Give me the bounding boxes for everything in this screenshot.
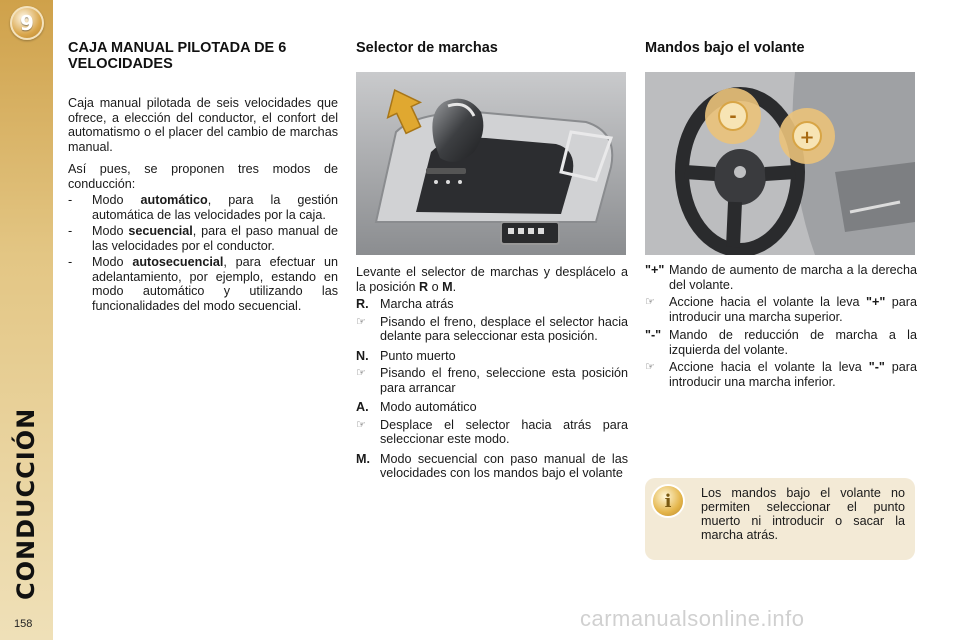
gearbox-heading: CAJA MANUAL PILOTADA DE 6 VELOCIDADES	[68, 40, 287, 72]
position-r: R. Marcha atrás	[356, 297, 454, 311]
plus-paddle-label: +	[799, 127, 815, 148]
info-icon: i	[653, 486, 683, 516]
lift-instruction: Levante el selector de marchas y desplácelo a la posición R o M.	[356, 265, 628, 294]
minus-paddle-desc: "-" Mando de reducción de marcha a la izquierda del volante.	[645, 328, 917, 357]
watermark: carmanualsonline.info	[580, 606, 805, 631]
position-n: N. Punto muerto	[356, 348, 456, 363]
paddles-column	[645, 40, 917, 389]
minus-paddle-action: ☞ Accione hacia el volante la leva "-" para introducir una marcha inferior.	[645, 360, 917, 389]
minus-paddle-label: -	[729, 106, 737, 127]
note-text: Los mandos bajo el volante no permiten seleccionar el punto muerto ni introducir o sacar la marcha atrás.	[701, 486, 905, 542]
paddles-heading: Mandos bajo el volante	[645, 40, 805, 56]
gear-selector-illustration	[356, 72, 626, 255]
pointing-hand-icon: ☞	[356, 417, 366, 431]
gearbox-intro: Caja manual pilotada de seis velocidades que ofrece, a elección del conductor, el confort del automatismo o el placer del cambio de marchas manual.	[68, 96, 338, 154]
steering-wheel-illustration	[645, 72, 915, 255]
mode-item-sequential: - Modo secuencial, para el paso manual de las velocidades por el conductor.	[68, 224, 338, 253]
chapter-sidebar	[0, 0, 53, 640]
chapter-number-badge	[10, 6, 44, 40]
position-r-action: ☞ Pisando el freno, desplace el selector hacia delante para seleccionar esta posición.	[356, 314, 628, 343]
position-a-action: ☞ Desplace el selector hacia atrás para seleccionar este modo.	[356, 417, 628, 446]
chapter-title: CONDUCCIÓN	[12, 407, 40, 600]
intro-column	[68, 40, 338, 313]
chapter-number: 9	[20, 11, 34, 35]
selector-heading: Selector de marchas	[356, 40, 498, 56]
list-dash: -	[68, 255, 73, 269]
modes-intro: Así pues, se proponen tres modos de conducción:	[68, 162, 338, 191]
mode-item-autosequential: - Modo autosecuencial, para efectuar un adelantamiento, por ejemplo, estando en modo automático y utilizando las funcionalidades del modo secuencial.	[68, 255, 338, 313]
pointing-hand-icon: ☞	[645, 360, 655, 373]
position-n-action: ☞ Pisando el freno, seleccione esta posición para arrancar	[356, 366, 628, 395]
list-dash: -	[68, 224, 73, 238]
list-dash: -	[68, 193, 73, 207]
position-m: M. Modo secuencial con paso manual de las velocidades con los mandos bajo el volante	[356, 451, 628, 480]
plus-paddle-desc: "+" Mando de aumento de marcha a la derecha del volante.	[645, 263, 917, 292]
steering-wheel-photo	[645, 72, 915, 255]
mode-item-automatic: - Modo automático, para la gestión automática de las velocidades por la caja.	[68, 193, 338, 222]
pointing-hand-icon: ☞	[645, 295, 655, 308]
gear-selector-photo	[356, 72, 626, 255]
page-number: 158	[14, 618, 33, 630]
pointing-hand-icon: ☞	[356, 366, 366, 379]
position-a: A. Modo automático	[356, 400, 477, 414]
selector-column	[356, 40, 628, 481]
pointing-hand-icon: ☞	[356, 314, 366, 328]
note-box	[645, 478, 915, 560]
plus-paddle-action: ☞ Accione hacia el volante la leva "+" para introducir una marcha superior.	[645, 295, 917, 324]
